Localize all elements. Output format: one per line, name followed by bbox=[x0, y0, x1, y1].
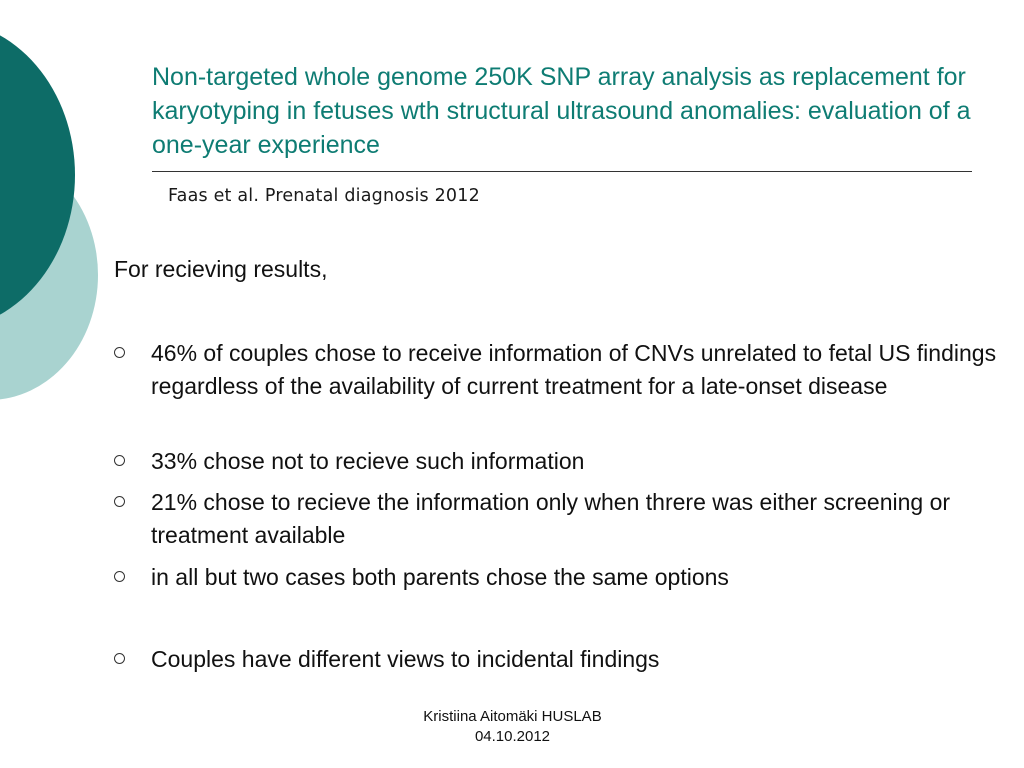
bullet-item bbox=[114, 561, 1014, 594]
bullet-text: 46% of couples chose to receive information of CNVs unrelated to fetal US findings regardless of the availability of current treatment for a late-onset disease bbox=[151, 340, 997, 399]
title-divider bbox=[152, 171, 972, 172]
slide-title: Non-targeted whole genome 250K SNP array analysis as replacement for karyotyping in fetuses wth structural ultrasound anomalies: evaluation of a one-year experience bbox=[152, 63, 971, 159]
bullet-circle-icon bbox=[114, 496, 125, 507]
bullet-text: 21% chose to recieve the information only when threre was either screening or treatment available bbox=[151, 489, 951, 548]
bullet-text: 33% chose not to recieve such information bbox=[151, 448, 585, 474]
bullet-circle-icon bbox=[114, 347, 125, 358]
footer-author: Kristiina Aitomäki HUSLAB bbox=[423, 708, 602, 725]
bullet-item bbox=[114, 337, 1014, 403]
bullet-circle-icon bbox=[114, 653, 125, 664]
bullet-item bbox=[114, 643, 1014, 676]
footer-date: 04.10.2012 bbox=[474, 728, 551, 745]
bullet-text: in all but two cases both parents chose the same options bbox=[151, 564, 729, 590]
bullet-circle-icon bbox=[114, 571, 125, 582]
footer bbox=[380, 707, 645, 747]
bullet-item bbox=[114, 486, 1014, 552]
bullet-text: Couples have different views to incidental findings bbox=[151, 646, 660, 672]
bullet-item bbox=[114, 445, 1014, 478]
bullet-circle-icon bbox=[114, 455, 125, 466]
intro-text: For recieving results, bbox=[114, 256, 328, 282]
citation: Faas et al. Prenatal diagnosis 2012 bbox=[168, 186, 480, 206]
